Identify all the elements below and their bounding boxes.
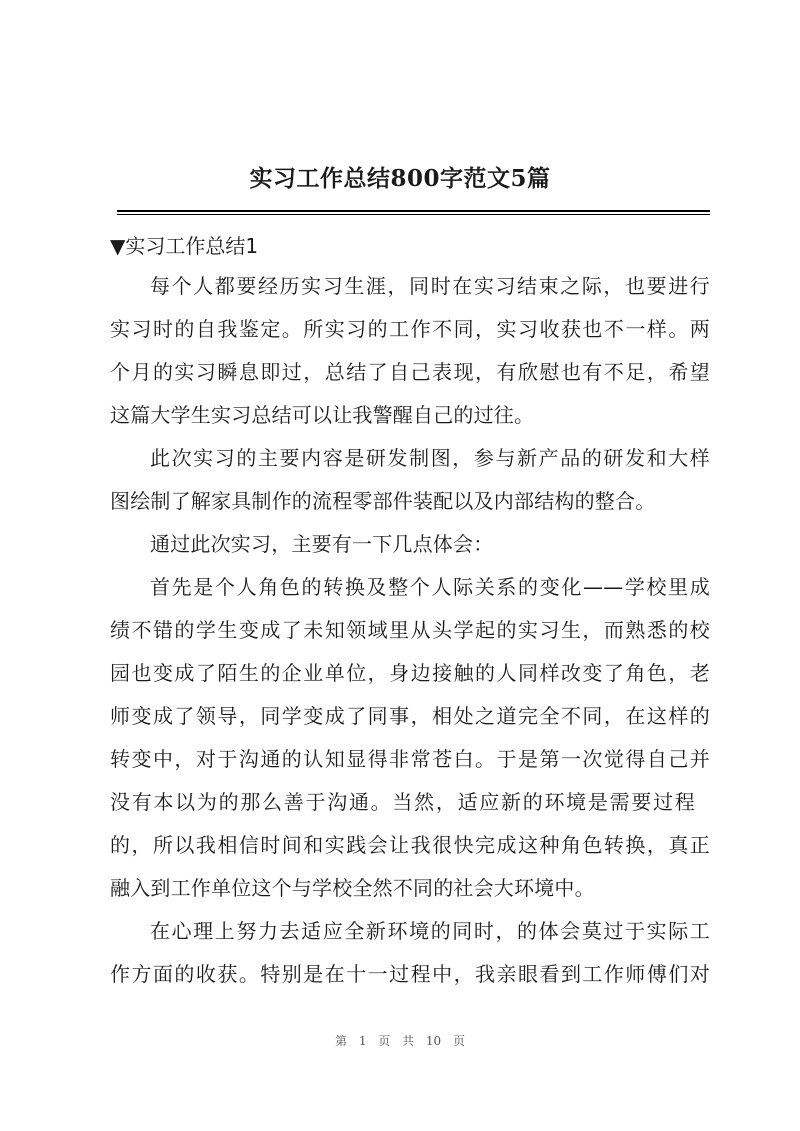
paragraph-line: 园也变成了陌生的企业单位，身边接触的人同样改变了角色，老 [110,661,710,685]
paragraph-line: 作方面的收获。特别是在十一过程中，我亲眼看到工作师傅们对 [110,962,710,986]
paragraph-line: 实习时的自我鉴定。所实习的工作不同，实习收获也不一样。两 [110,317,710,341]
paragraph-line: 的，所以我相信时间和实践会让我很快完成这种角色转换，真正 [110,833,710,857]
paragraph-line: 绩不错的学生变成了未知领域里从头学起的实习生，而熟悉的校 [110,618,710,642]
paragraph-line: 首先是个人角色的转换及整个人际关系的变化——学校里成 [150,575,710,599]
paragraph-line: 此次实习的主要内容是研发制图，参与新产品的研发和大样 [150,446,710,470]
paragraph-line: 在心理上努力去适应全新环境的同时，的体会莫过于实际工 [150,919,710,943]
paragraph-line: 每个人都要经历实习生涯，同时在实习结束之际，也要进行 [150,274,710,298]
paragraph-line: 通过此次实习，主要有一下几点体会： [150,532,494,556]
paragraph-line: 这篇大学生实习总结可以让我警醒自己的过往。 [110,403,535,427]
paragraph-line: 转变中，对于沟通的认知显得非常苍白。于是第一次觉得自己并 [110,747,710,771]
paragraph-line: 没有本以为的那么善于沟通。当然，适应新的环境是需要过程 [110,790,695,814]
page-number-footer: 第 1 页 共 10 页 [335,1034,465,1048]
paragraph-line: 师变成了领导，同学变成了同事，相处之道完全不同，在这样的 [110,704,710,728]
title-divider-thin [117,214,710,215]
paragraph-line: 融入到工作单位这个与学校全然不同的社会大环境中。 [110,876,595,900]
document-title: 实习工作总结800字范文5篇 [249,165,551,192]
paragraph-line: 个月的实习瞬息即过，总结了自己表现，有欣慰也有不足，希望 [110,360,710,384]
paragraph-line: 图绘制了解家具制作的流程零部件装配以及内部结构的整合。 [110,489,656,513]
title-divider-thick [117,210,710,212]
section-heading: ▼实习工作总结1 [110,234,259,258]
